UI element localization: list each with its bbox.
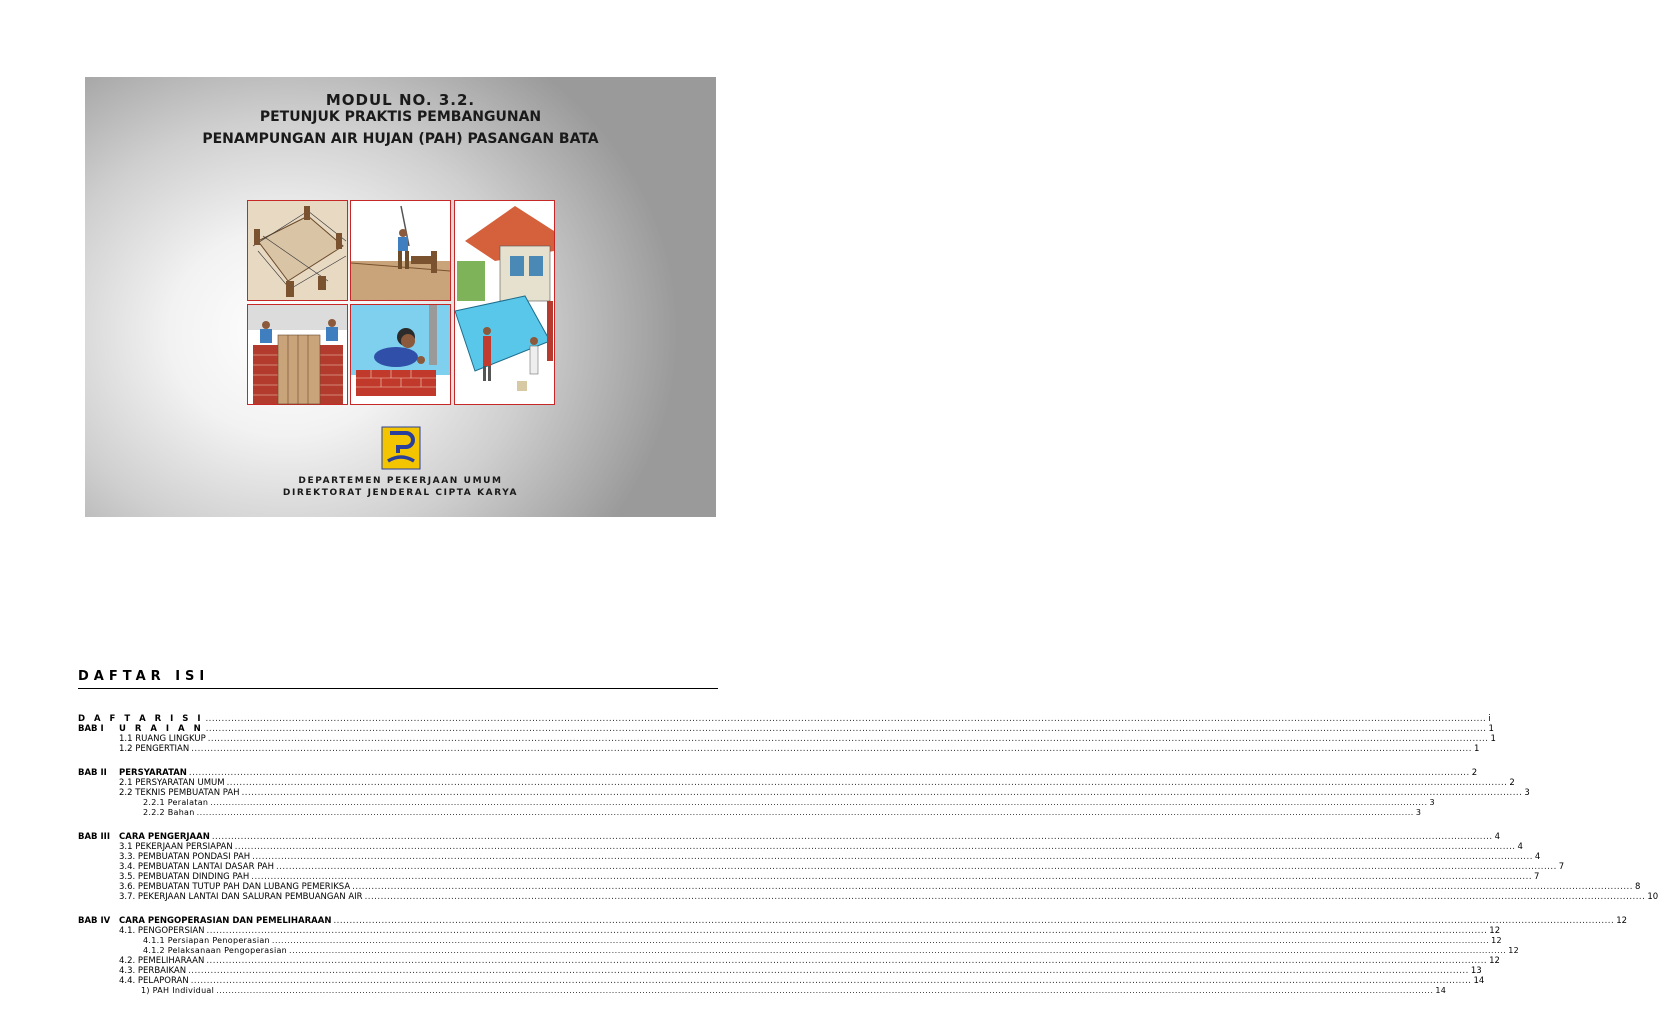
toc-leader-dots: ................................................................................................................................................................................................................................................................................................................................................................................................................ <box>191 744 1472 754</box>
toc-page-number: 1 <box>1473 744 1480 754</box>
toc-page-number: 7 <box>1534 872 1540 882</box>
toc-entry-title: D A F T A R I S I <box>78 714 204 724</box>
toc-gap <box>78 818 728 832</box>
toc-chapter-label: BAB I <box>78 724 104 734</box>
toc-entry-title: 4.3. PERBAIKAN <box>119 966 187 976</box>
toc-leader-dots: ................................................................................................................................................................................................................................................................................................................................................................................................................ <box>276 862 1557 872</box>
directorate-name: DIREKTORAT JENDERAL CIPTA KARYA <box>282 488 519 498</box>
toc-leader-dots: ................................................................................................................................................................................................................................................................................................................................................................................................................ <box>234 842 1516 852</box>
toc-leader-dots: ................................................................................................................................................................................................................................................................................................................................................................................................................ <box>188 966 1469 976</box>
toc-entry-title: 2.2.2 Bahan <box>143 808 195 817</box>
toc-entry-title: 4.1.1 Persiapan Penoperasian <box>143 936 270 945</box>
pu-logo <box>382 427 420 469</box>
toc-leader-dots: ................................................................................................................................................................................................................................................................................................................................................................................................................ <box>207 734 1489 744</box>
toc-entry-title: 1) PAH Individual <box>141 986 215 995</box>
toc-page-number: 2 <box>1471 768 1478 778</box>
toc-gap <box>78 902 728 916</box>
toc-gap <box>78 754 728 768</box>
toc-leader-dots: ................................................................................................................................................................................................................................................................................................................................................................................................................ <box>205 724 1487 734</box>
department-name: DEPARTEMEN PEKERJAAN UMUM <box>298 476 503 486</box>
toc-page-number: 12 <box>1489 926 1501 936</box>
toc-page-number: 1 <box>1490 734 1496 744</box>
toc-leader-dots: ................................................................................................................................................................................................................................................................................................................................................................................................................ <box>333 916 1615 926</box>
table-of-contents <box>78 714 1658 996</box>
toc-page-number: 3 <box>1429 798 1435 807</box>
toc-chapter-label: BAB IV <box>78 916 111 926</box>
toc-entry[interactable] <box>78 976 1485 986</box>
toc-entry[interactable] <box>78 788 1530 798</box>
toc-entry[interactable] <box>78 986 1447 996</box>
toc-leader-dots: ................................................................................................................................................................................................................................................................................................................................................................................................................ <box>271 936 1490 945</box>
toc-page-number: 12 <box>1508 946 1520 955</box>
toc-entry-title: 3.1 PEKERJAAN PERSIAPAN <box>119 842 233 852</box>
illustration-bricklaying <box>350 304 451 405</box>
module-number: MODUL NO. 3.2. <box>325 91 476 109</box>
toc-entry[interactable] <box>78 778 1515 788</box>
toc-entry-title: 4.1. PENGOPERSIAN <box>119 926 205 936</box>
toc-page-number: i <box>1488 714 1491 724</box>
toc-entry[interactable] <box>78 926 1501 936</box>
toc-entry-title: U R A I A N <box>119 724 204 734</box>
toc-entry-title: 2.2 TEKNIS PEMBUATAN PAH <box>119 788 240 798</box>
toc-entry[interactable] <box>78 842 1523 852</box>
module-title-line1: PETUNJUK PRAKTIS PEMBANGUNAN <box>259 109 542 125</box>
toc-page-number: 14 <box>1435 986 1447 995</box>
toc-page-number: 8 <box>1634 882 1641 892</box>
toc-entry-title: PERSYARATAN <box>119 768 187 778</box>
toc-entry[interactable] <box>78 892 1658 902</box>
toc-leader-dots: ................................................................................................................................................................................................................................................................................................................................................................................................................ <box>352 882 1633 892</box>
toc-page-number: 4 <box>1517 842 1523 852</box>
toc-entry[interactable] <box>78 936 1502 946</box>
toc-entry-title: 2.2.1 Peralatan <box>143 798 209 807</box>
toc-entry-title: 2.1 PERSYARATAN UMUM <box>119 778 225 788</box>
toc-page-number: 3 <box>1524 788 1530 798</box>
toc-leader-dots: ................................................................................................................................................................................................................................................................................................................................................................................................................ <box>211 832 1493 842</box>
toc-entry-title: 3.7. PEKERJAAN LANTAI DAN SALURAN PEMBUANGAN AIR <box>119 892 363 902</box>
toc-leader-dots: ................................................................................................................................................................................................................................................................................................................................................................................................................ <box>252 852 1533 862</box>
toc-page-number: 12 <box>1489 956 1500 966</box>
toc-entry[interactable] <box>78 956 1500 966</box>
toc-leader-dots: ................................................................................................................................................................................................................................................................................................................................................................................................................ <box>216 986 1434 995</box>
toc-page-number: 10 <box>1647 892 1658 902</box>
toc-entry-title: 1.2 PENGERTIAN <box>119 744 190 754</box>
toc-page-number: 1 <box>1488 724 1494 734</box>
toc-entry[interactable] <box>78 852 1541 862</box>
toc-page-number: 12 <box>1491 936 1502 945</box>
toc-leader-dots: ................................................................................................................................................................................................................................................................................................................................................................................................................ <box>206 926 1488 936</box>
toc-entry[interactable] <box>78 768 1478 778</box>
toc-chapter-label: BAB III <box>78 832 110 842</box>
toc-entry[interactable] <box>78 966 1482 976</box>
toc-entry-title: 4.2. PEMELIHARAAN <box>119 956 205 966</box>
toc-entry[interactable] <box>78 916 1628 926</box>
toc-entry[interactable] <box>78 798 1435 808</box>
toc-entry[interactable] <box>78 744 1480 754</box>
toc-entry[interactable] <box>78 946 1520 956</box>
toc-page-number: 12 <box>1616 916 1628 926</box>
toc-entry-title: 3.4. PEMBUATAN LANTAI DASAR PAH <box>119 862 275 872</box>
toc-entry-title: 3.5. PEMBUATAN DINDING PAH <box>119 872 250 882</box>
toc-entry-title: 1.1 RUANG LINGKUP <box>119 734 206 744</box>
toc-leader-dots: ................................................................................................................................................................................................................................................................................................................................................................................................................ <box>364 892 1646 902</box>
toc-entry[interactable] <box>78 734 1496 744</box>
toc-page-number: 2 <box>1509 778 1515 788</box>
illustration-brick-tank <box>247 304 348 405</box>
toc-leader-dots: ................................................................................................................................................................................................................................................................................................................................................................................................................ <box>210 798 1428 807</box>
toc-page-number: 3 <box>1415 808 1422 817</box>
toc-entry-title: 4.4. PELAPORAN <box>119 976 189 986</box>
heading-rule <box>78 688 718 689</box>
toc-entry[interactable] <box>78 808 1422 818</box>
toc-leader-dots: ................................................................................................................................................................................................................................................................................................................................................................................................................ <box>196 808 1414 817</box>
toc-leader-dots: ................................................................................................................................................................................................................................................................................................................................................................................................................ <box>251 872 1533 882</box>
toc-page-number: 4 <box>1494 832 1500 842</box>
toc-page-number: 4 <box>1534 852 1541 862</box>
toc-entry-title: CARA PENGOPERASIAN DAN PEMELIHARAAN <box>119 916 332 926</box>
cover-panel <box>85 77 716 517</box>
toc-leader-dots: ................................................................................................................................................................................................................................................................................................................................................................................................................ <box>289 946 1507 955</box>
toc-page-number: 13 <box>1470 966 1482 976</box>
toc-leader-dots: ................................................................................................................................................................................................................................................................................................................................................................................................................ <box>226 778 1508 788</box>
module-title-line2: PENAMPUNGAN AIR HUJAN (PAH) PASANGAN BATA <box>202 131 599 147</box>
toc-leader-dots: ................................................................................................................................................................................................................................................................................................................................................................................................................ <box>190 976 1472 986</box>
toc-page-number: 7 <box>1558 862 1565 872</box>
toc-leader-dots: ................................................................................................................................................................................................................................................................................................................................................................................................................ <box>206 956 1488 966</box>
toc-leader-dots: ................................................................................................................................................................................................................................................................................................................................................................................................................ <box>188 768 1470 778</box>
toc-entry[interactable] <box>78 832 1500 842</box>
illustration-digging <box>350 200 451 301</box>
toc-leader-dots: ................................................................................................................................................................................................................................................................................................................................................................................................................ <box>205 714 1487 724</box>
toc-leader-dots: ................................................................................................................................................................................................................................................................................................................................................................................................................ <box>241 788 1523 798</box>
toc-page-number: 14 <box>1473 976 1485 986</box>
toc-entry-title: CARA PENGERJAAN <box>119 832 210 842</box>
toc-entry[interactable] <box>78 882 1641 892</box>
toc-entry[interactable] <box>78 872 1540 882</box>
illustration-house-tank <box>454 200 555 405</box>
toc-entry-title: 3.6. PEMBUATAN TUTUP PAH DAN LUBANG PEMERIKSA <box>119 882 351 892</box>
illustration-site-layout <box>247 200 348 301</box>
toc-entry[interactable] <box>78 714 1491 724</box>
toc-entry-title: 4.1.2 Pelaksanaan Pengoperasian <box>143 946 288 955</box>
toc-entry-title: 3.3. PEMBUATAN PONDASI PAH <box>119 852 251 862</box>
toc-chapter-label: BAB II <box>78 768 107 778</box>
toc-entry[interactable] <box>78 862 1565 872</box>
toc-entry[interactable] <box>78 724 1494 734</box>
toc-heading: DAFTAR ISI <box>78 669 210 684</box>
